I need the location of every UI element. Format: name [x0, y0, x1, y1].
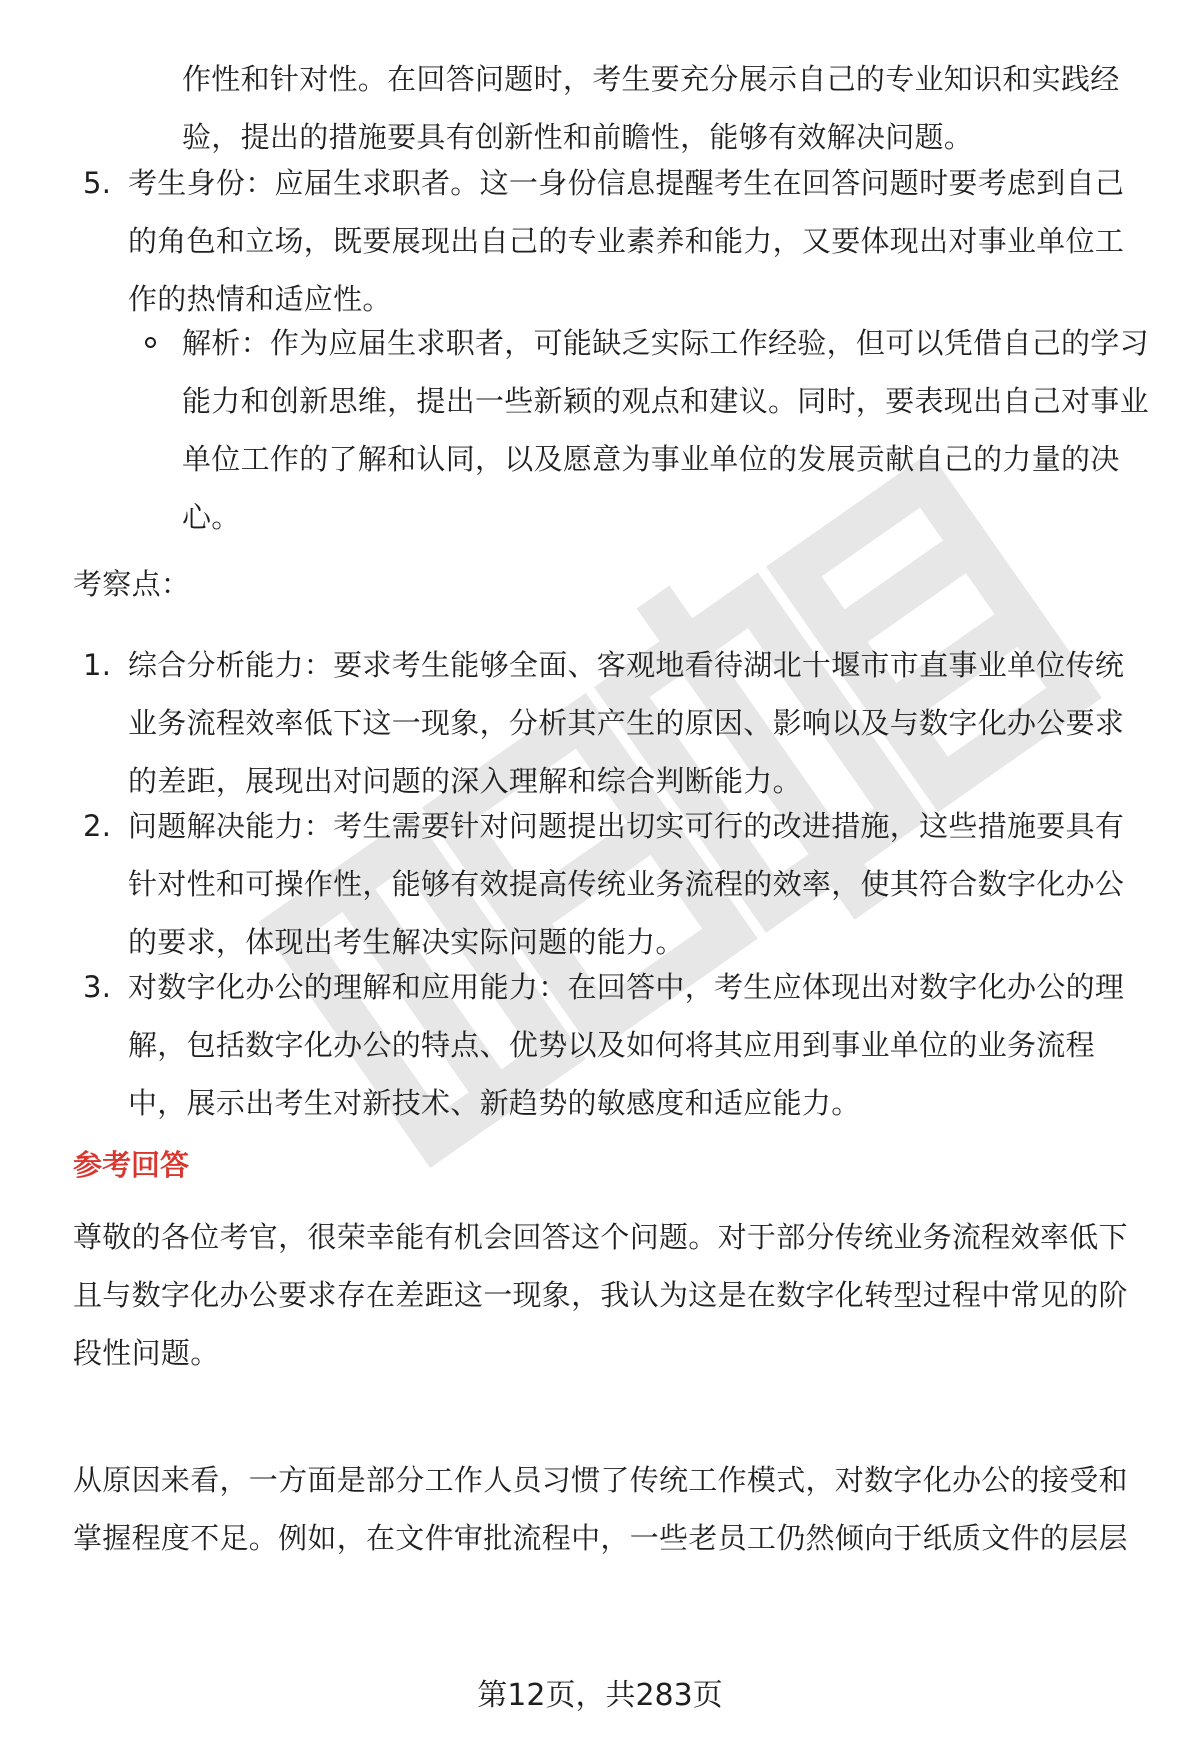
page-number-footer: 第12页，共283页 [477, 1678, 723, 1713]
list-number: 5. [83, 166, 112, 200]
list-item-text: 综合分析能力：要求考生能够全面、客观地看待湖北十堰市市直事业单位传统业务流程效率低下这一现象，分析其产生的原因、影响以及与数字化办公要求的差距，展现出对问题的深入理解和综合判断能力。 [128, 648, 1125, 798]
list-item-text: 考生身份：应届生求职者。这一身份信息提醒考生在回答问题时要考虑到自己的角色和立场，既要展现出自己的专业素养和能力，又要体现出对事业单位工作的热情和适应性。 [128, 166, 1125, 316]
list-number: 1. [83, 648, 112, 682]
answer-paragraph: 尊敬的各位考官，很荣幸能有机会回答这个问题。对于部分传统业务流程效率低下且与数字化办公要求存在差距这一现象，我认为这是在数字化转型过程中常见的阶段性问题。 [73, 1220, 1128, 1370]
list-item-text: 对数字化办公的理解和应用能力：在回答中，考生应体现出对数字化办公的理解，包括数字化办公的特点、优势以及如何将其应用到事业单位的业务流程中，展示出考生对新技术、新趋势的敏感度和适应能力。 [128, 970, 1125, 1120]
exam-points-title: 考察点： [73, 567, 191, 601]
list-number: 3. [83, 970, 112, 1004]
reference-answer-heading: 参考回答 [73, 1148, 190, 1182]
hollow-bullet-icon [145, 337, 156, 348]
continuation-text: 作性和针对性。在回答问题时，考生要充分展示自己的专业知识和实践经验，提出的措施要具有创新性和前瞻性，能够有效解决问题。 [182, 62, 1120, 154]
list-number: 2. [83, 809, 112, 843]
analysis-text: 解析：作为应届生求职者，可能缺乏实际工作经验，但可以凭借自己的学习能力和创新思维，提出一些新颖的观点和建议。同时，要表现出自己对事业单位工作的了解和认同，以及愿意为事业单位的发展贡献自己的力量的决心。 [182, 326, 1149, 534]
answer-paragraph: 从原因来看，一方面是部分工作人员习惯了传统工作模式，对数字化办公的接受和掌握程度不足。例如，在文件审批流程中，一些老员工仍然倾向于纸质文件的层层 [73, 1463, 1128, 1555]
list-item-text: 问题解决能力：考生需要针对问题提出切实可行的改进措施，这些措施要具有针对性和可操作性，能够有效提高传统业务流程的效率，使其符合数字化办公的要求，体现出考生解决实际问题的能力。 [128, 809, 1125, 959]
